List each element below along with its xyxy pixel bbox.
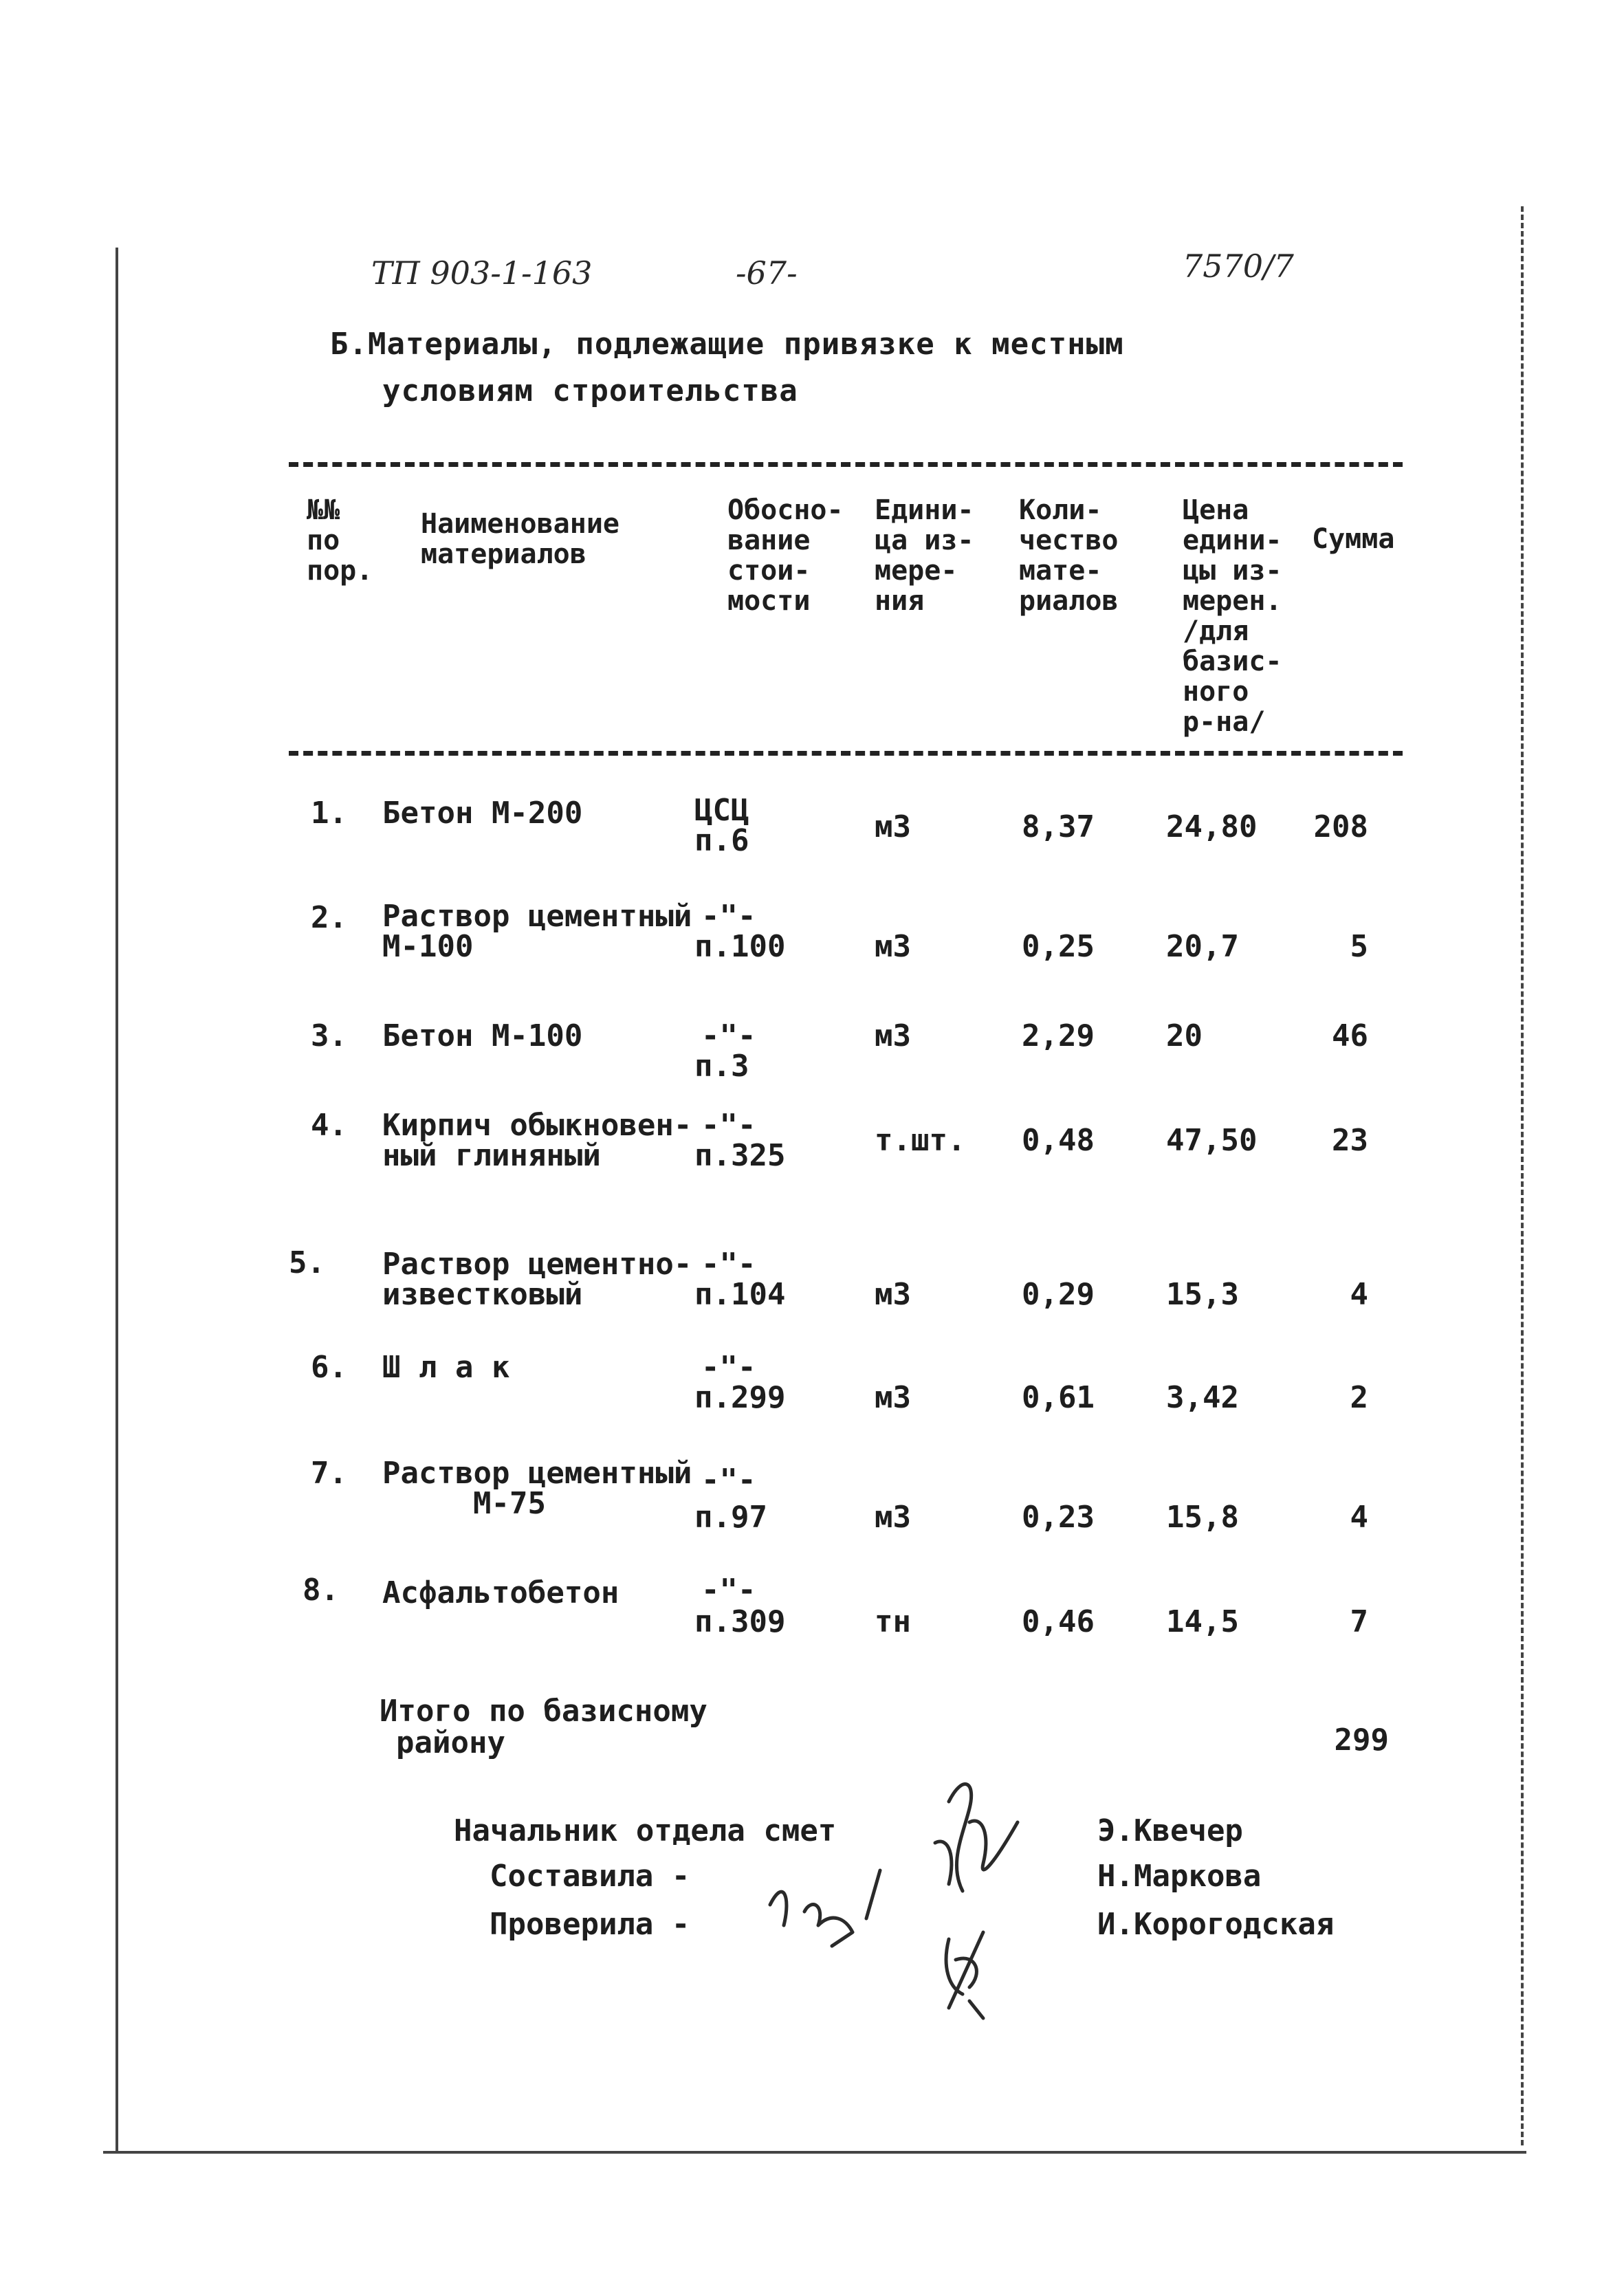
row-5-basis-2: п.104 bbox=[694, 1277, 786, 1312]
sheet-code: 7570/7 bbox=[1183, 248, 1294, 285]
section-title-line2: условиям строительства bbox=[382, 373, 798, 408]
left-margin-line bbox=[116, 248, 118, 2152]
row-2-no: 2. bbox=[311, 900, 347, 935]
row-5-name-2: известковый bbox=[382, 1277, 583, 1312]
row-7-name-1: Раствор цементный bbox=[382, 1456, 692, 1491]
row-2-name-1: Раствор цементный bbox=[382, 899, 692, 934]
signature-name-2: Н.Маркова bbox=[1097, 1859, 1262, 1894]
row-4-no: 4. bbox=[311, 1108, 347, 1143]
row-5-basis-1: -"- bbox=[701, 1247, 756, 1282]
row-1-price: 24,80 bbox=[1166, 809, 1258, 844]
row-5-qty: 0,29 bbox=[1022, 1277, 1095, 1312]
row-7-basis-1: -"- bbox=[701, 1463, 756, 1498]
row-8-price: 14,5 bbox=[1166, 1604, 1239, 1639]
col-header-sum: Сумма bbox=[1312, 523, 1395, 555]
row-2-price: 20,7 bbox=[1166, 929, 1239, 964]
row-6-basis-1: -"- bbox=[701, 1350, 756, 1385]
row-8-sum: 7 bbox=[1350, 1604, 1368, 1639]
row-2-sum: 5 bbox=[1350, 929, 1368, 964]
signature-stroke-checker bbox=[946, 1932, 983, 2018]
row-5-price: 15,3 bbox=[1166, 1277, 1239, 1312]
row-4-basis-2: п.325 bbox=[694, 1138, 786, 1173]
row-8-unit: тн bbox=[875, 1604, 911, 1639]
row-5-unit: м3 bbox=[875, 1277, 911, 1312]
signature-stroke-head-2 bbox=[935, 1841, 952, 1884]
col-header-price: Цена едини- цы из- мерен. /для базис- ного р-на/ bbox=[1183, 494, 1282, 738]
row-1-unit: м3 bbox=[875, 809, 911, 844]
row-1-sum: 208 bbox=[1313, 809, 1368, 844]
section-title-line1: Б.Материалы, подлежащие привязке к местным bbox=[330, 327, 1124, 362]
col-header-basis: Обосно- вание стои- мости bbox=[727, 494, 844, 617]
row-5-no: 5. bbox=[289, 1245, 325, 1280]
row-4-price: 47,50 bbox=[1166, 1123, 1258, 1158]
col-header-no: №№ по пор. bbox=[307, 494, 373, 587]
row-7-basis-2: п.97 bbox=[694, 1500, 767, 1535]
row-2-qty: 0,25 bbox=[1022, 929, 1095, 964]
signature-name-3: И.Корогодская bbox=[1097, 1907, 1335, 1942]
row-8-basis-1: -"- bbox=[701, 1573, 756, 1608]
row-6-sum: 2 bbox=[1350, 1380, 1368, 1415]
row-1-qty: 8,37 bbox=[1022, 809, 1095, 844]
row-2-name-2: М-100 bbox=[382, 929, 474, 964]
row-7-unit: м3 bbox=[875, 1500, 911, 1535]
col-header-unit: Едини- ца из- мере- ния bbox=[875, 494, 974, 617]
row-3-basis-1: -"- bbox=[701, 1018, 756, 1053]
row-1-basis-1: ЦСЦ bbox=[694, 793, 749, 828]
row-2-basis-2: п.100 bbox=[694, 929, 786, 964]
signature-stroke-compiler bbox=[770, 1870, 880, 1946]
signature-stroke-head bbox=[949, 1784, 1018, 1891]
row-4-name-1: Кирпич обыкновен- bbox=[382, 1108, 692, 1143]
row-6-no: 6. bbox=[311, 1350, 347, 1385]
row-5-name-1: Раствор цементно- bbox=[382, 1247, 692, 1282]
row-4-name-2: ный глиняный bbox=[382, 1138, 601, 1173]
bottom-margin-line bbox=[103, 2151, 1526, 2154]
total-value: 299 bbox=[1334, 1723, 1389, 1758]
page-number: -67- bbox=[736, 254, 798, 292]
row-3-no: 3. bbox=[311, 1018, 347, 1053]
row-3-sum: 46 bbox=[1332, 1018, 1368, 1053]
signature-name-1: Э.Квечер bbox=[1097, 1813, 1243, 1848]
row-7-price: 15,8 bbox=[1166, 1500, 1239, 1535]
row-3-qty: 2,29 bbox=[1022, 1018, 1095, 1053]
row-6-unit: м3 bbox=[875, 1380, 911, 1415]
row-7-name-2: М-75 bbox=[473, 1486, 546, 1521]
row-5-sum: 4 bbox=[1350, 1277, 1368, 1312]
row-1-name: Бетон М-200 bbox=[382, 796, 583, 831]
row-4-sum: 23 bbox=[1332, 1123, 1368, 1158]
row-1-no: 1. bbox=[311, 796, 347, 831]
handwritten-signatures bbox=[743, 1760, 1100, 2022]
table-header-rule bbox=[289, 751, 1403, 756]
row-1-basis-2: п.6 bbox=[694, 823, 749, 858]
row-8-basis-2: п.309 bbox=[694, 1604, 786, 1639]
row-6-name: Ш л а к bbox=[382, 1350, 510, 1385]
row-8-no: 8. bbox=[303, 1573, 339, 1608]
row-2-basis-1: -"- bbox=[701, 899, 756, 934]
row-3-basis-2: п.3 bbox=[694, 1049, 749, 1084]
row-4-unit: т.шт. bbox=[875, 1123, 966, 1158]
row-2-unit: м3 bbox=[875, 929, 911, 964]
signature-role-2: Составила - bbox=[490, 1859, 690, 1894]
table-top-rule bbox=[289, 462, 1403, 467]
row-3-name: Бетон М-100 bbox=[382, 1018, 583, 1053]
signature-role-3: Проверила - bbox=[490, 1907, 690, 1942]
row-6-basis-2: п.299 bbox=[694, 1380, 786, 1415]
row-7-no: 7. bbox=[311, 1456, 347, 1491]
row-6-price: 3,42 bbox=[1166, 1380, 1239, 1415]
row-6-qty: 0,61 bbox=[1022, 1380, 1095, 1415]
row-7-sum: 4 bbox=[1350, 1500, 1368, 1535]
col-header-qty: Коли- чество мате- риалов bbox=[1019, 494, 1119, 617]
row-8-qty: 0,46 bbox=[1022, 1604, 1095, 1639]
total-label-line2: району bbox=[396, 1725, 505, 1760]
doc-code: ТП 903-1-163 bbox=[371, 254, 593, 292]
col-header-name: Наименование материалов bbox=[421, 508, 619, 570]
right-margin-line bbox=[1521, 206, 1524, 2145]
row-4-qty: 0,48 bbox=[1022, 1123, 1095, 1158]
row-7-qty: 0,23 bbox=[1022, 1500, 1095, 1535]
row-8-name: Асфальтобетон bbox=[382, 1575, 619, 1610]
row-3-price: 20 bbox=[1166, 1018, 1203, 1053]
row-4-basis-1: -"- bbox=[701, 1108, 756, 1143]
total-label-line1: Итого по базисному bbox=[380, 1694, 707, 1729]
signature-role-1: Начальник отдела смет bbox=[454, 1813, 837, 1848]
row-3-unit: м3 bbox=[875, 1018, 911, 1053]
